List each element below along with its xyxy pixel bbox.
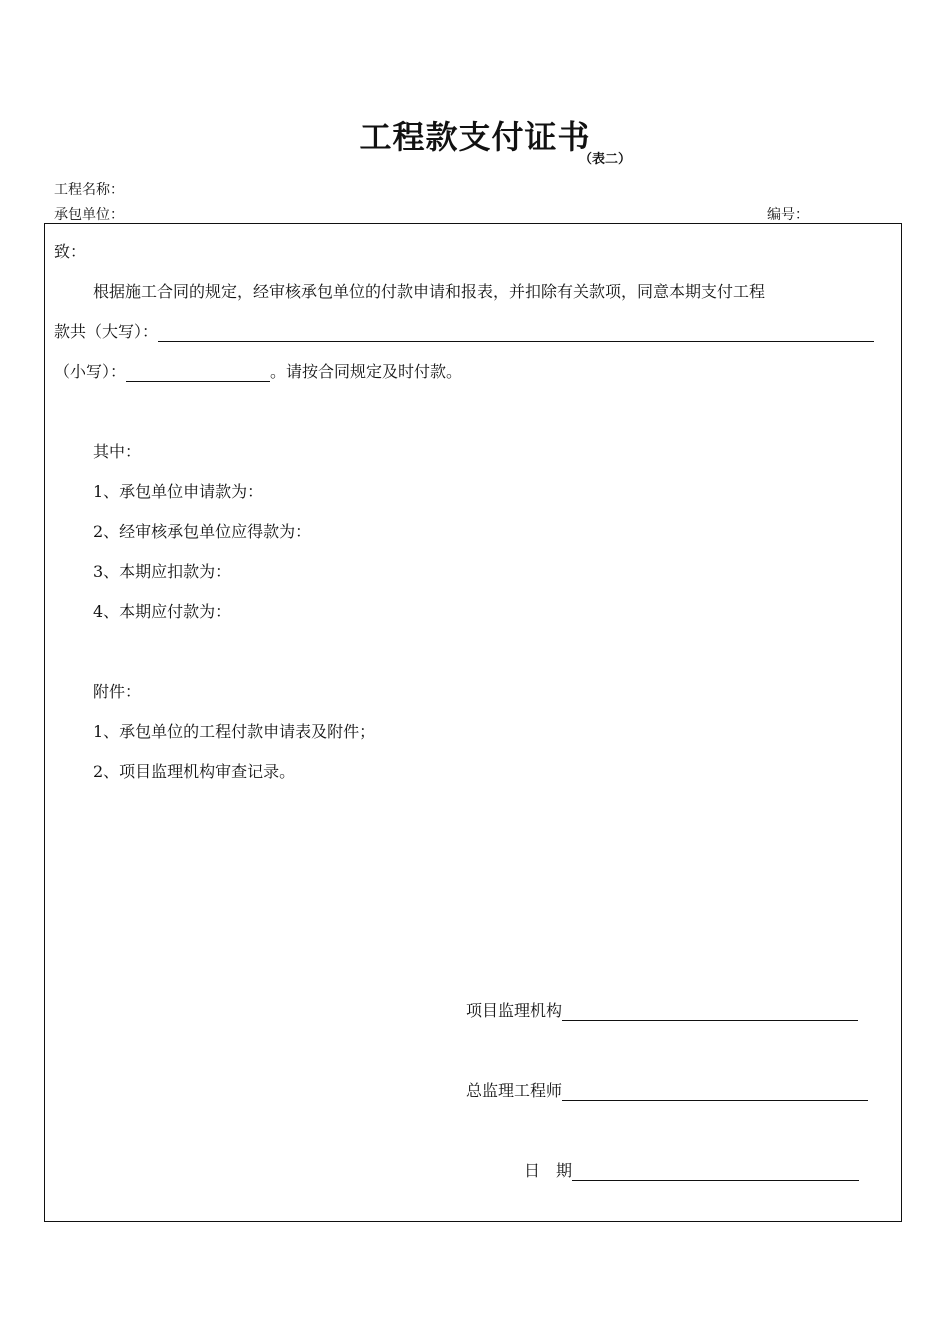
attachment-item-2: 2、项目监理机构审查记录。 (93, 762, 296, 781)
form-id: （表二） (579, 152, 632, 167)
breakdown-item-4: 4、本期应付款为： (93, 602, 232, 621)
attachments-heading: 附件： (93, 682, 142, 701)
chief-engineer-label: 总监理工程师 (466, 1081, 563, 1100)
amount-lower-row (54, 359, 462, 382)
breakdown-heading: 其中： (93, 442, 142, 461)
date-blank[interactable] (572, 1161, 859, 1181)
breakdown-item-1: 1、承包单位申请款为： (93, 482, 264, 501)
amount-lower-blank[interactable] (126, 362, 270, 382)
amount-upper-label: 款共（大写）： (54, 322, 159, 341)
chief-engineer-signature-row (466, 1078, 868, 1101)
number-label: 编号： (767, 207, 809, 223)
amount-upper-row (54, 319, 874, 342)
agency-signature-row (466, 998, 858, 1021)
paragraph-line-1: 根据施工合同的规定，经审核承包单位的付款申请和报表，并扣除有关款项，同意本期支付工程 (93, 282, 766, 301)
contractor-label: 承包单位： (54, 207, 124, 223)
date-row (524, 1158, 859, 1181)
agency-label: 项目监理机构 (466, 1001, 563, 1020)
page-title: 工程款支付证书 (359, 118, 591, 156)
amount-lower-label: （小写）： (54, 362, 127, 381)
date-label: 日 期 (524, 1161, 573, 1180)
attachment-item-1: 1、承包单位的工程付款申请表及附件； (93, 722, 376, 741)
amount-upper-blank[interactable] (158, 322, 874, 342)
project-name-label: 工程名称： (54, 182, 124, 198)
chief-engineer-signature-blank[interactable] (562, 1081, 868, 1101)
breakdown-item-3: 3、本期应扣款为： (93, 562, 232, 581)
amount-lower-suffix: 。请按合同规定及时付款。 (270, 362, 463, 381)
breakdown-item-2: 2、经审核承包单位应得款为： (93, 522, 312, 541)
agency-signature-blank[interactable] (562, 1001, 858, 1021)
to-label: 致： (54, 242, 87, 261)
title-row (0, 112, 950, 158)
